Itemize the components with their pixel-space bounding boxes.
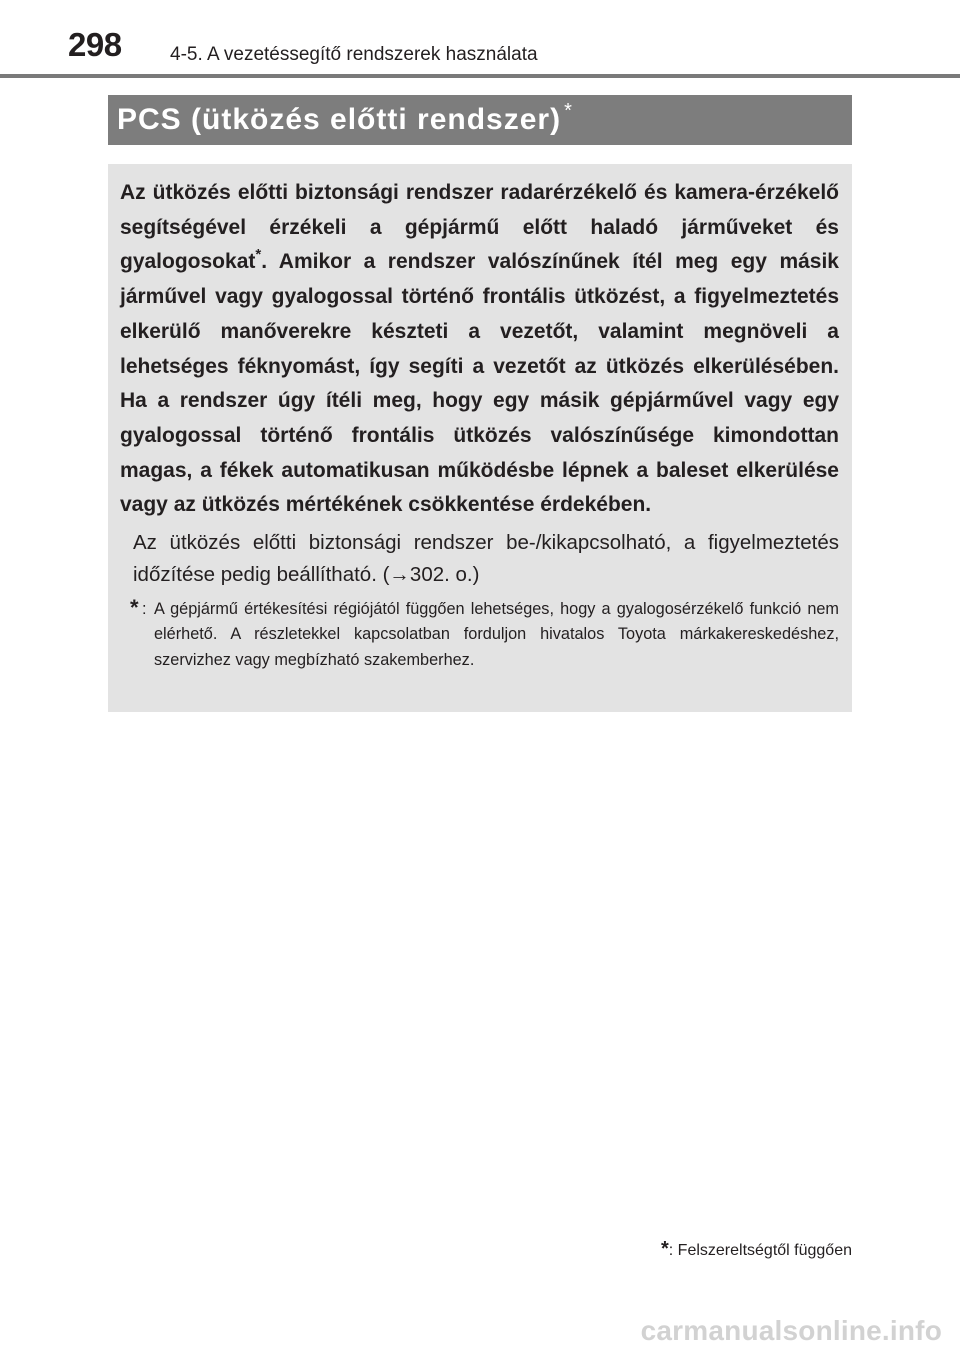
- equipment-note-asterisk: *: [660, 1238, 669, 1260]
- title-asterisk: *: [564, 100, 572, 122]
- section-header: 4-5. A vezetéssegítő rendszerek használata: [170, 44, 538, 65]
- note-text: Az ütközés előtti biztonsági rendszer be-/kikapcsolható, a figyelmeztetés időzítése pedig beállítható. (: [133, 531, 839, 586]
- equipment-note: [661, 1238, 852, 1261]
- intro-text-part1: Az ütközés előtti biztonsági rendszer radarérzékelő és kamera-érzékelő segítségével érzékeli a gépjármű előtt haladó járműveket és gyalogosokat: [120, 181, 839, 274]
- page-number: 298: [68, 26, 122, 63]
- page-reference-link[interactable]: 302. o.): [409, 563, 480, 586]
- section-title-bar: [108, 95, 852, 145]
- intro-text-part2: . Amikor a rendszer valószínűnek ítél meg egy másik járművel vagy gyalogossal történő frontális ütközést, a figyelmeztetés elkerülő manőverekre készteti a vezetőt, valamint megnöveli a lehetséges féknyomást, így segíti a vezetőt az ütközés elkerülésében. Ha a rendszer úgy ítéli meg, hogy egy másik gépjárművel vagy egy gyalogossal történő frontális ütközés valószínűsége kimondottan magas, a fékek automatikusan működésbe lépnek a baleset elkerülése vagy az ütközés mértékének csökkentése érdekében.: [120, 250, 839, 517]
- equipment-note-text: : Felszereltségtől függően: [668, 1242, 852, 1259]
- watermark: carmanualsonline.info: [640, 1315, 942, 1346]
- section-title: PCS (ütközés előtti rendszer): [117, 103, 562, 136]
- footnote-asterisk: *: [130, 595, 139, 620]
- footnote: [130, 597, 839, 673]
- intro-paragraph: [120, 176, 839, 523]
- intro-asterisk: *: [255, 246, 262, 264]
- footnote-text: A gépjármű értékesítési régiójától függően lehetséges, hogy a gyalogosérzékelő funkció nem elérhető. A részletekkel kapcsolatban forduljon hivatalos Toyota márkakereskedéshez, szervizhez vagy megbízható szakemberhez.: [154, 600, 839, 669]
- footnote-colon: :: [142, 600, 147, 618]
- header-divider: [0, 74, 960, 78]
- arrow-icon: →: [389, 563, 410, 586]
- note-paragraph: [133, 527, 839, 591]
